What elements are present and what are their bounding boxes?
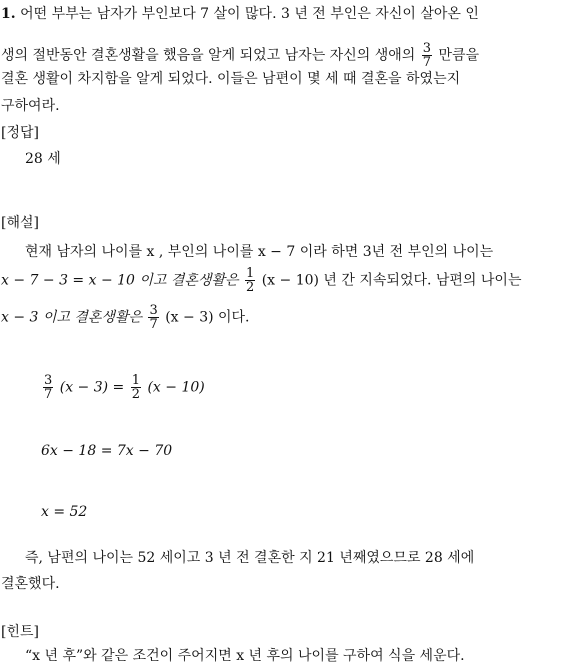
problem-text-2a: 생의 절반동안 결혼생활을 했음을 알게 되었고 남자는 자신의 생애의 <box>1 47 416 64</box>
solution-para-1: 현재 남자의 나이를 x , 부인의 나이를 x − 7 이라 하면 3년 전 부인의 나이는 <box>25 244 494 260</box>
problem-fraction <box>422 42 432 69</box>
conclusion-line-1: 즉, 남편의 나이는 52 세이고 3 년 전 결혼한 지 21 년째였으므로 28 세에 <box>25 550 475 566</box>
problem-fraction-denominator: 7 <box>422 55 432 70</box>
equation-1-fraction-a <box>43 374 53 401</box>
equation-1-middle: (x − 3) = <box>59 379 125 396</box>
equation-1-fraction-a-numerator: 3 <box>44 373 53 388</box>
solution-label: [해설] <box>1 215 39 231</box>
equation-1-end: (x − 10) <box>147 379 205 396</box>
conclusion-line-2: 결혼했다. <box>1 576 60 592</box>
equation-1-fraction-b-denominator: 2 <box>131 387 141 402</box>
problem-text-2b: 만큼을 <box>438 47 480 64</box>
problem-number: 1. <box>1 6 16 22</box>
solution-fraction-1-numerator: 1 <box>245 266 255 281</box>
problem-line-1 <box>1 5 479 23</box>
equation-2: 6x − 18 = 7x − 70 <box>41 443 173 459</box>
equation-1-fraction-a-denominator: 7 <box>44 387 53 402</box>
solution-fraction-2 <box>148 304 158 331</box>
hint-label: [힌트] <box>1 624 39 640</box>
problem-fraction-numerator: 3 <box>422 41 432 56</box>
equation-1 <box>41 374 205 401</box>
problem-text-4: 구하여라. <box>1 98 60 114</box>
equation-3: x = 52 <box>41 504 88 520</box>
problem-text-3: 결혼 생활이 차지함을 알게 되었다. 이들은 남편이 몇 세 때 결혼을 하였는지 <box>1 71 461 87</box>
equation-1-fraction-b-numerator: 1 <box>131 373 141 388</box>
hint-text: “x 년 후”와 같은 조건이 주어지면 x 년 후의 나이를 구하여 식을 세운다. <box>25 648 465 664</box>
solution-fraction-2-numerator: 3 <box>149 303 158 318</box>
answer-label: [정답] <box>1 125 39 141</box>
problem-text-1: 어떤 부부는 남자가 부인보다 7 살이 많다. 3 년 전 부인은 자신이 살아온 인 <box>20 6 479 22</box>
solution-para-2 <box>1 267 521 294</box>
solution-fraction-1-denominator: 2 <box>245 280 255 295</box>
answer-value: 28 세 <box>25 151 61 167</box>
problem-line-2 <box>1 42 479 69</box>
solution-para-3 <box>1 304 250 331</box>
solution-para-3b: (x − 3) 이다. <box>165 309 250 326</box>
equation-1-fraction-b <box>131 374 141 401</box>
solution-para-3a: x − 3 이고 결혼생활은 <box>1 309 143 326</box>
solution-para-2a: x − 7 − 3 = x − 10 이고 결혼생활은 <box>1 272 239 289</box>
solution-para-2b: (x − 10) 년 간 지속되었다. 남편의 나이는 <box>261 272 522 289</box>
solution-fraction-2-denominator: 7 <box>149 317 158 332</box>
solution-fraction-1 <box>245 267 255 294</box>
